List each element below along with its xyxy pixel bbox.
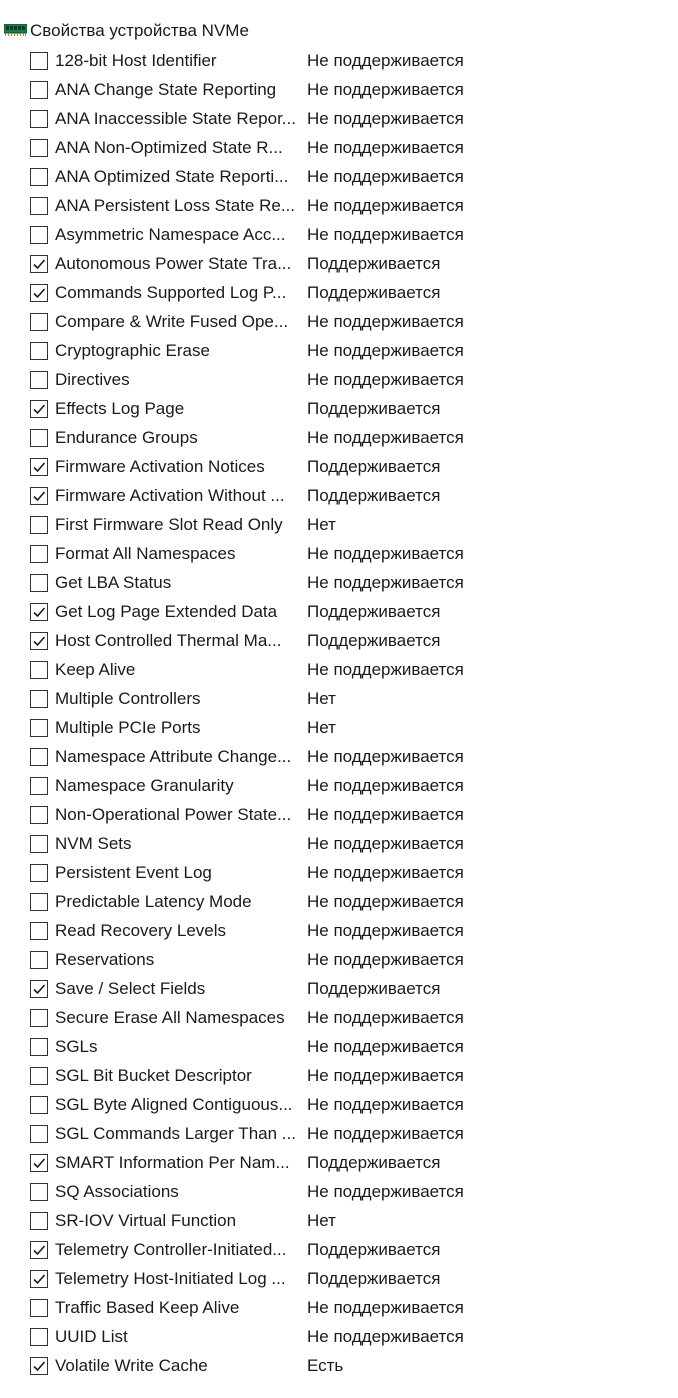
property-name: Directives (55, 369, 130, 389)
property-value: Нет (307, 688, 336, 708)
property-value: Не поддерживается (307, 949, 464, 969)
property-row[interactable] (30, 278, 670, 307)
checkmark-icon (32, 286, 46, 300)
property-value: Поддерживается (307, 253, 441, 273)
property-name: ANA Inaccessible State Repor... (55, 108, 296, 128)
property-row[interactable] (30, 1032, 670, 1061)
checkbox-unchecked[interactable] (30, 1096, 48, 1114)
property-value: Поддерживается (307, 282, 441, 302)
property-value: Нет (307, 1210, 336, 1230)
checkmark-icon (32, 489, 46, 503)
property-name: Compare & Write Fused Ope... (55, 311, 289, 331)
property-row[interactable] (30, 800, 670, 829)
property-row[interactable] (30, 1235, 670, 1264)
section-title: Свойства устройства NVMe (30, 21, 249, 40)
property-value: Поддерживается (307, 1268, 441, 1288)
property-name: Secure Erase All Namespaces (55, 1007, 285, 1027)
property-name: SQ Associations (55, 1181, 179, 1201)
nvme-drive-icon (4, 24, 27, 36)
property-name: Endurance Groups (55, 427, 198, 447)
property-value: Поддерживается (307, 1152, 441, 1172)
checkbox-checked[interactable] (30, 1357, 48, 1375)
property-name: SGLs (55, 1036, 98, 1056)
property-name: SMART Information Per Nam... (55, 1152, 290, 1172)
property-value: Не поддерживается (307, 1065, 464, 1085)
checkbox-unchecked[interactable] (30, 1299, 48, 1317)
checkbox-unchecked[interactable] (30, 197, 48, 215)
property-value: Не поддерживается (307, 833, 464, 853)
property-name: Get LBA Status (55, 572, 172, 592)
checkmark-icon (32, 605, 46, 619)
property-value: Не поддерживается (307, 1036, 464, 1056)
property-row[interactable] (30, 394, 670, 423)
property-value: Не поддерживается (307, 224, 464, 244)
checkbox-unchecked[interactable] (30, 516, 48, 534)
property-value: Не поддерживается (307, 1181, 464, 1201)
property-value: Не поддерживается (307, 572, 464, 592)
property-row[interactable] (30, 510, 670, 539)
property-value: Не поддерживается (307, 862, 464, 882)
checkmark-icon (32, 634, 46, 648)
property-row[interactable] (30, 365, 670, 394)
property-name: ANA Optimized State Reporti... (55, 166, 289, 186)
property-value: Не поддерживается (307, 137, 464, 157)
property-name: Firmware Activation Without ... (55, 485, 285, 505)
property-name: SGL Bit Bucket Descriptor (55, 1065, 252, 1085)
property-row[interactable] (30, 452, 670, 481)
property-row[interactable] (30, 684, 670, 713)
property-name: Volatile Write Cache (55, 1355, 208, 1375)
checkbox-unchecked[interactable] (30, 661, 48, 679)
property-row[interactable] (30, 423, 670, 452)
property-name: Multiple PCIe Ports (55, 717, 201, 737)
property-row[interactable] (30, 626, 670, 655)
checkbox-unchecked[interactable] (30, 313, 48, 331)
checkbox-unchecked[interactable] (30, 139, 48, 157)
property-name: NVM Sets (55, 833, 132, 853)
property-row[interactable] (30, 1206, 670, 1235)
property-value: Не поддерживается (307, 427, 464, 447)
property-row[interactable] (30, 1148, 670, 1177)
checkbox-unchecked[interactable] (30, 1009, 48, 1027)
property-value: Не поддерживается (307, 775, 464, 795)
property-value: Не поддерживается (307, 1326, 464, 1346)
property-name: Telemetry Host-Initiated Log ... (55, 1268, 286, 1288)
checkmark-icon (32, 1243, 46, 1257)
property-row[interactable] (30, 307, 670, 336)
checkbox-checked[interactable] (30, 603, 48, 621)
property-value: Поддерживается (307, 630, 441, 650)
property-name: Predictable Latency Mode (55, 891, 252, 911)
property-row[interactable] (30, 945, 670, 974)
checkmark-icon (32, 460, 46, 474)
property-row[interactable] (30, 742, 670, 771)
property-row[interactable] (30, 597, 670, 626)
property-name: Namespace Attribute Change... (55, 746, 292, 766)
checkbox-unchecked[interactable] (30, 429, 48, 447)
property-row[interactable] (30, 162, 670, 191)
property-value: Поддерживается (307, 601, 441, 621)
property-name: Cryptographic Erase (55, 340, 210, 360)
property-value: Не поддерживается (307, 369, 464, 389)
property-value: Поддерживается (307, 1239, 441, 1259)
checkbox-unchecked[interactable] (30, 574, 48, 592)
checkbox-checked[interactable] (30, 980, 48, 998)
property-name: SR-IOV Virtual Function (55, 1210, 237, 1230)
property-value: Не поддерживается (307, 108, 464, 128)
property-name: Host Controlled Thermal Ma... (55, 630, 282, 650)
property-row[interactable] (30, 46, 670, 75)
checkbox-unchecked[interactable] (30, 1038, 48, 1056)
property-value: Поддерживается (307, 456, 441, 476)
checkmark-icon (32, 1272, 46, 1286)
checkbox-unchecked[interactable] (30, 864, 48, 882)
property-value: Не поддерживается (307, 340, 464, 360)
property-name: First Firmware Slot Read Only (55, 514, 283, 534)
checkbox-unchecked[interactable] (30, 777, 48, 795)
property-value: Не поддерживается (307, 891, 464, 911)
checkmark-icon (32, 1156, 46, 1170)
checkbox-unchecked[interactable] (30, 81, 48, 99)
property-value: Нет (307, 514, 336, 534)
property-name: ANA Persistent Loss State Re... (55, 195, 296, 215)
property-value: Есть (307, 1355, 344, 1375)
property-row[interactable] (30, 858, 670, 887)
property-row[interactable] (30, 336, 670, 365)
checkbox-unchecked[interactable] (30, 342, 48, 360)
checkbox-unchecked[interactable] (30, 52, 48, 70)
checkbox-unchecked[interactable] (30, 835, 48, 853)
property-name: ANA Change State Reporting (55, 79, 277, 99)
checkbox-unchecked[interactable] (30, 110, 48, 128)
property-row[interactable] (30, 887, 670, 916)
checkbox-checked[interactable] (30, 1154, 48, 1172)
checkbox-unchecked[interactable] (30, 1328, 48, 1346)
property-row[interactable] (30, 655, 670, 684)
property-row[interactable] (30, 249, 670, 278)
checkbox-unchecked[interactable] (30, 690, 48, 708)
property-row[interactable] (30, 568, 670, 597)
checkbox-unchecked[interactable] (30, 1212, 48, 1230)
checkbox-unchecked[interactable] (30, 719, 48, 737)
property-value: Не поддерживается (307, 311, 464, 331)
property-name: Firmware Activation Notices (55, 456, 265, 476)
checkbox-unchecked[interactable] (30, 748, 48, 766)
property-value: Не поддерживается (307, 659, 464, 679)
property-name: Format All Namespaces (55, 543, 236, 563)
property-name: SGL Commands Larger Than ... (55, 1123, 296, 1143)
checkmark-icon (32, 402, 46, 416)
property-row[interactable] (30, 1177, 670, 1206)
property-row[interactable] (30, 1090, 670, 1119)
checkbox-unchecked[interactable] (30, 226, 48, 244)
property-row[interactable] (30, 916, 670, 945)
property-name: Save / Select Fields (55, 978, 206, 998)
property-value: Не поддерживается (307, 166, 464, 186)
property-value: Не поддерживается (307, 79, 464, 99)
property-value: Не поддерживается (307, 1094, 464, 1114)
property-name: 128-bit Host Identifier (55, 50, 217, 70)
property-name: Asymmetric Namespace Acc... (55, 224, 286, 244)
property-name: Commands Supported Log P... (55, 282, 287, 302)
checkbox-checked[interactable] (30, 1270, 48, 1288)
property-row[interactable] (30, 481, 670, 510)
checkbox-checked[interactable] (30, 400, 48, 418)
property-row[interactable] (30, 104, 670, 133)
property-value: Поддерживается (307, 485, 441, 505)
property-value: Не поддерживается (307, 804, 464, 824)
property-row[interactable] (30, 1119, 670, 1148)
property-value: Не поддерживается (307, 920, 464, 940)
property-row[interactable] (30, 829, 670, 858)
property-value: Нет (307, 717, 336, 737)
checkbox-unchecked[interactable] (30, 168, 48, 186)
property-row[interactable] (30, 539, 670, 568)
property-name: Persistent Event Log (55, 862, 212, 882)
property-name: SGL Byte Aligned Contiguous... (55, 1094, 293, 1114)
property-value: Не поддерживается (307, 50, 464, 70)
property-value: Не поддерживается (307, 1297, 464, 1317)
section-header (4, 20, 249, 42)
checkbox-unchecked[interactable] (30, 1183, 48, 1201)
property-row[interactable] (30, 1293, 670, 1322)
property-row[interactable] (30, 220, 670, 249)
property-value: Поддерживается (307, 978, 441, 998)
checkbox-unchecked[interactable] (30, 893, 48, 911)
property-row[interactable] (30, 1351, 670, 1380)
property-row[interactable] (30, 974, 670, 1003)
checkbox-checked[interactable] (30, 255, 48, 273)
property-value: Поддерживается (307, 398, 441, 418)
property-row[interactable] (30, 1264, 670, 1293)
property-name: Namespace Granularity (55, 775, 234, 795)
property-value: Не поддерживается (307, 543, 464, 563)
property-name: Read Recovery Levels (55, 920, 227, 940)
property-name: UUID List (55, 1326, 128, 1346)
property-row[interactable] (30, 191, 670, 220)
checkmark-icon (32, 982, 46, 996)
property-name: Telemetry Controller-Initiated... (55, 1239, 287, 1259)
property-row[interactable] (30, 1003, 670, 1032)
property-row[interactable] (30, 1061, 670, 1090)
property-row[interactable] (30, 1322, 670, 1351)
checkbox-unchecked[interactable] (30, 371, 48, 389)
property-value: Не поддерживается (307, 195, 464, 215)
property-name: Multiple Controllers (55, 688, 201, 708)
checkbox-unchecked[interactable] (30, 1125, 48, 1143)
checkmark-icon (32, 1359, 46, 1373)
property-row[interactable] (30, 771, 670, 800)
checkbox-checked[interactable] (30, 458, 48, 476)
checkbox-unchecked[interactable] (30, 922, 48, 940)
property-name: Non-Operational Power State... (55, 804, 292, 824)
property-name: Get Log Page Extended Data (55, 601, 278, 621)
property-value: Не поддерживается (307, 1007, 464, 1027)
checkbox-checked[interactable] (30, 1241, 48, 1259)
property-name: Reservations (55, 949, 155, 969)
checkmark-icon (32, 257, 46, 271)
property-name: ANA Non-Optimized State R... (55, 137, 283, 157)
checkbox-unchecked[interactable] (30, 806, 48, 824)
checkbox-checked[interactable] (30, 632, 48, 650)
properties-list (30, 46, 670, 1380)
property-value: Не поддерживается (307, 1123, 464, 1143)
checkbox-checked[interactable] (30, 284, 48, 302)
property-name: Keep Alive (55, 659, 136, 679)
property-value: Не поддерживается (307, 746, 464, 766)
checkbox-checked[interactable] (30, 487, 48, 505)
property-name: Traffic Based Keep Alive (55, 1297, 240, 1317)
checkbox-unchecked[interactable] (30, 951, 48, 969)
property-name: Autonomous Power State Tra... (55, 253, 292, 273)
checkbox-unchecked[interactable] (30, 545, 48, 563)
checkbox-unchecked[interactable] (30, 1067, 48, 1085)
property-row[interactable] (30, 713, 670, 742)
property-row[interactable] (30, 133, 670, 162)
property-row[interactable] (30, 75, 670, 104)
property-name: Effects Log Page (55, 398, 185, 418)
